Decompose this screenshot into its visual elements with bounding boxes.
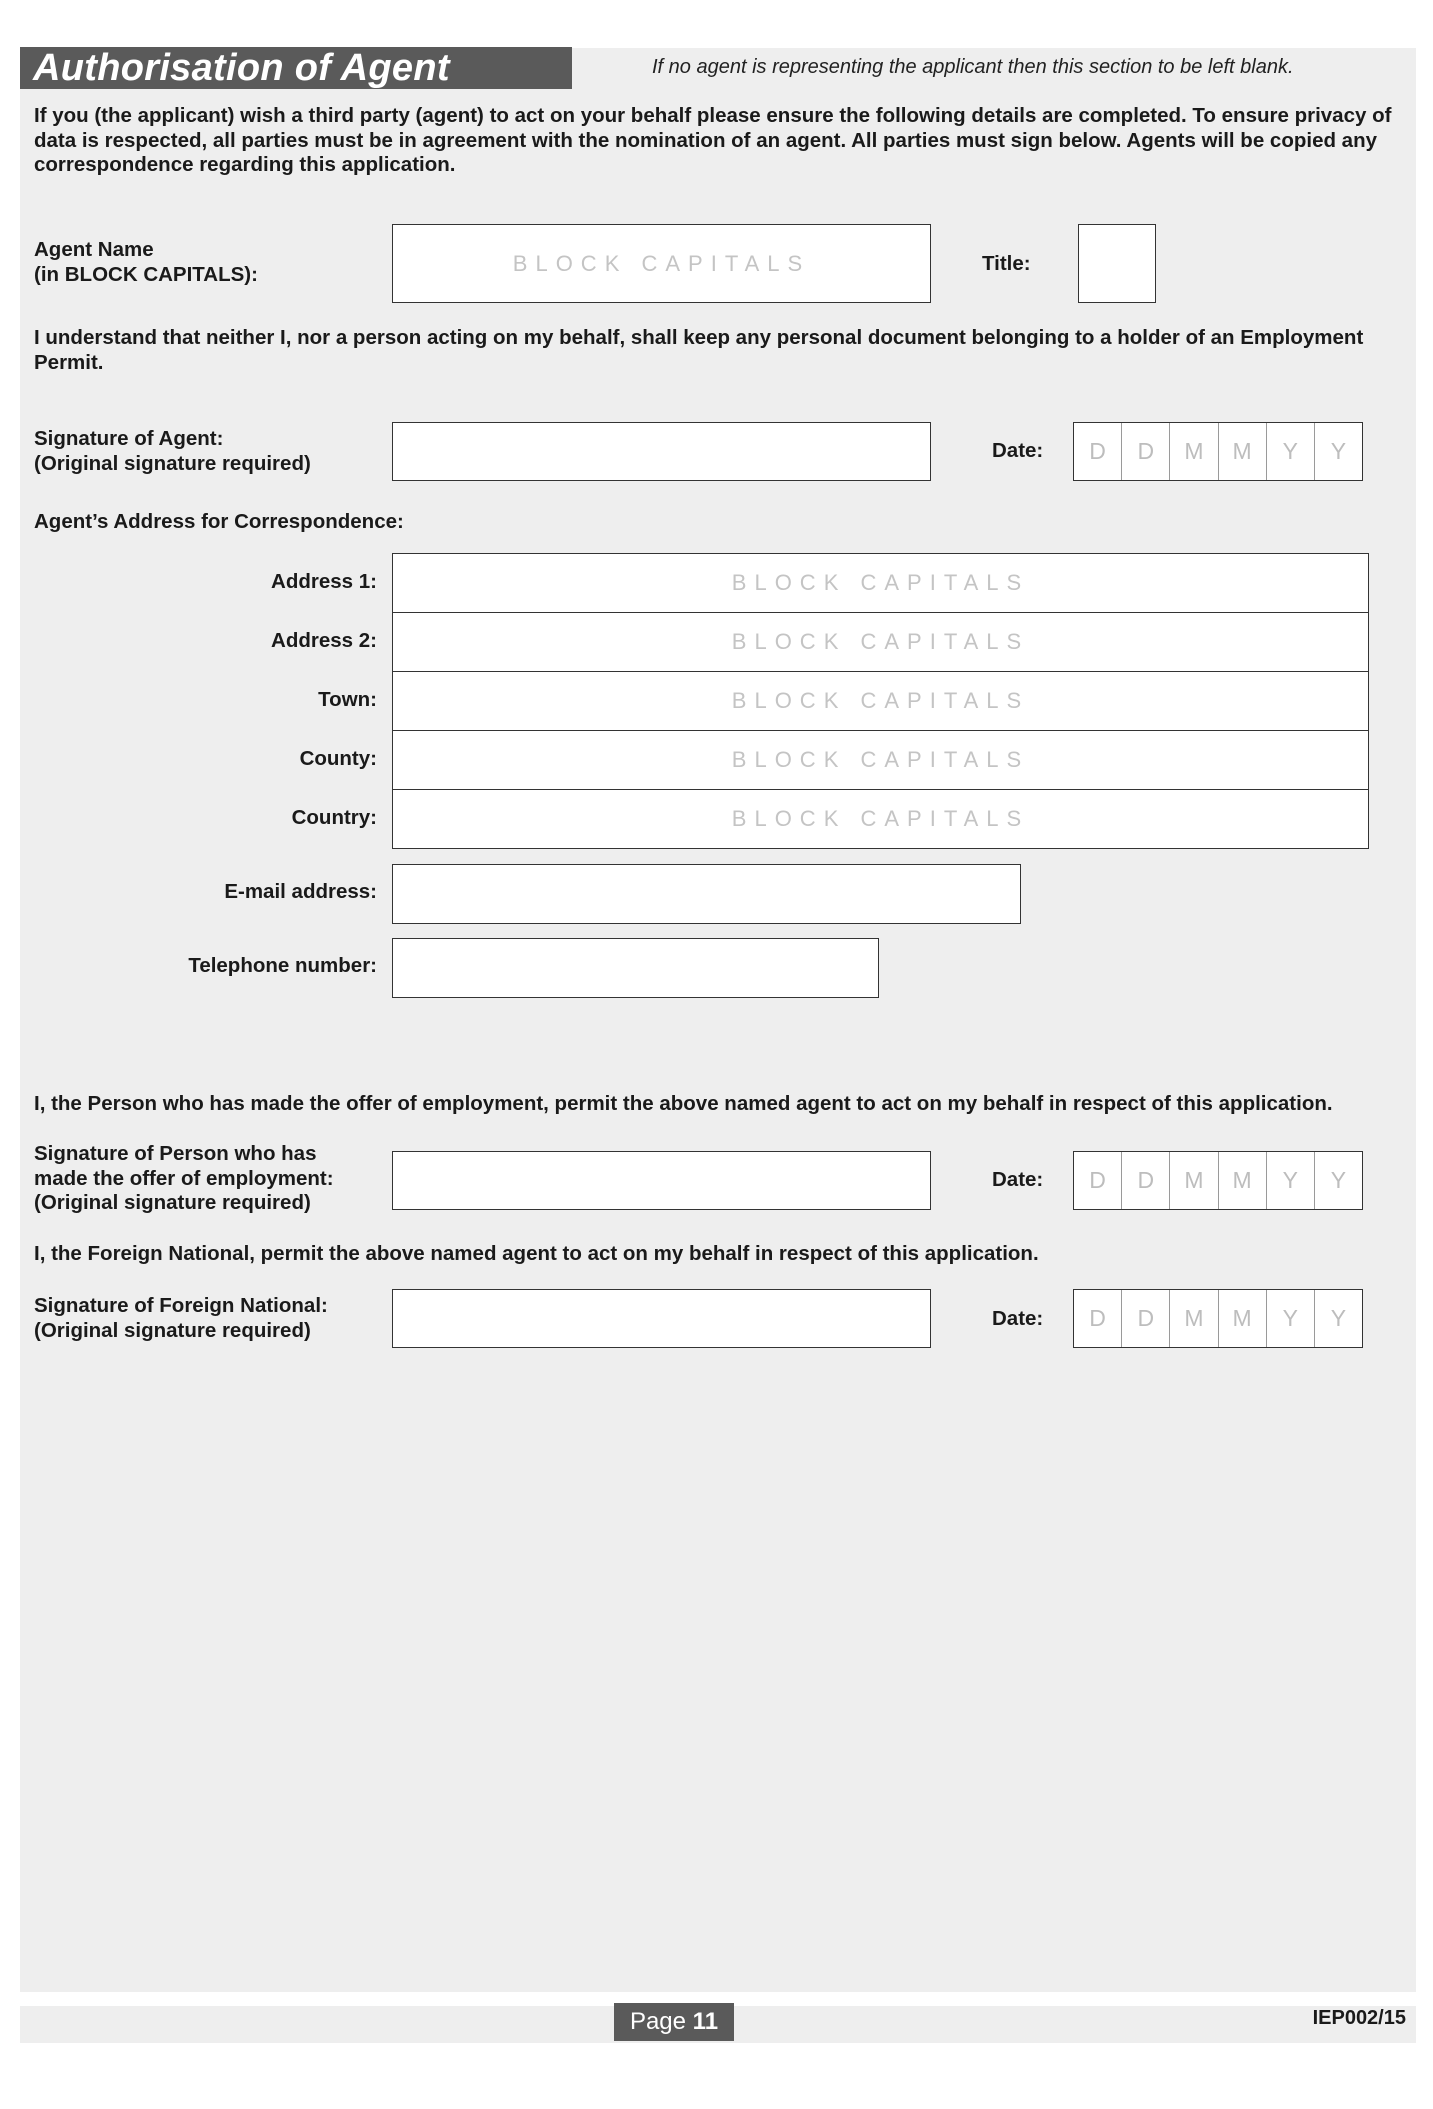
foreign-date-field[interactable]	[1073, 1289, 1363, 1348]
foreign-signature-field[interactable]	[392, 1289, 931, 1348]
employer-signature-label-line3: (Original signature required)	[34, 1191, 311, 1214]
country-field[interactable]	[392, 789, 1369, 849]
date-cell-day[interactable]: D	[1074, 423, 1122, 480]
date-cell-month[interactable]: M	[1219, 423, 1267, 480]
address-heading: Agent’s Address for Correspondence:	[34, 510, 404, 533]
agent-name-placeholder: BLOCK CAPITALS	[512, 250, 811, 276]
date-cell-year[interactable]: Y	[1267, 1290, 1315, 1347]
employer-signature-label	[34, 1142, 334, 1216]
date-cell-year[interactable]: Y	[1330, 1167, 1347, 1193]
form-code: IEP002/15	[1312, 2007, 1406, 2029]
employer-date-field[interactable]	[1073, 1151, 1363, 1210]
employer-date-label: Date:	[992, 1168, 1044, 1191]
agent-name-label-line1: Agent Name	[34, 238, 154, 261]
date-cell-month[interactable]: M	[1170, 1290, 1218, 1347]
agent-name-label	[34, 238, 258, 287]
address-2-field[interactable]	[392, 612, 1369, 672]
address-1-label: Address 1:	[271, 570, 377, 593]
page-number: 11	[692, 2008, 719, 2035]
foreign-signature-label	[34, 1294, 328, 1343]
address-1-placeholder: BLOCK CAPITALS	[731, 570, 1030, 595]
country-label: Country:	[291, 806, 377, 829]
country-placeholder: BLOCK CAPITALS	[731, 806, 1030, 831]
date-cell-year[interactable]: Y	[1330, 438, 1347, 464]
agent-signature-field[interactable]	[392, 422, 931, 481]
address-2-placeholder: BLOCK CAPITALS	[731, 629, 1030, 654]
agent-signature-label-line1: Signature of Agent:	[34, 427, 224, 450]
foreign-signature-label-line1: Signature of Foreign National:	[34, 1294, 328, 1317]
title-label: Title:	[982, 252, 1031, 275]
date-cell-day[interactable]: D	[1074, 1152, 1122, 1209]
address-2-label: Address 2:	[271, 629, 377, 652]
agent-signature-label-line2: (Original signature required)	[34, 451, 311, 475]
employer-signature-label-line2: made the offer of employment:	[34, 1166, 334, 1190]
date-cell-day[interactable]: D	[1122, 1152, 1170, 1209]
page-number-badge	[614, 2003, 734, 2041]
address-1-field[interactable]	[392, 553, 1369, 613]
section-note: If no agent is representing the applicant then this section to be left blank.	[652, 56, 1294, 78]
employer-permission-text: I, the Person who has made the offer of employment, permit the above named agent to act on my behalf in respect of this application.	[34, 1092, 1333, 1115]
date-cell-month[interactable]: M	[1219, 1290, 1267, 1347]
date-cell-year[interactable]: Y	[1267, 1152, 1315, 1209]
agent-name-field[interactable]	[392, 224, 931, 303]
date-cell-day[interactable]: D	[1122, 423, 1170, 480]
employer-signature-label-line1: Signature of Person who has	[34, 1142, 317, 1165]
agent-date-label: Date:	[992, 439, 1044, 462]
county-label: County:	[299, 747, 377, 770]
foreign-date-label: Date:	[992, 1307, 1044, 1330]
date-cell-month[interactable]: M	[1219, 1152, 1267, 1209]
agent-signature-label	[34, 427, 311, 476]
town-field[interactable]	[392, 671, 1369, 731]
county-field[interactable]	[392, 730, 1369, 790]
title-field[interactable]	[1078, 224, 1156, 303]
email-field[interactable]	[392, 864, 1021, 924]
date-cell-year[interactable]: Y	[1330, 1305, 1347, 1331]
date-cell-day[interactable]: D	[1074, 1290, 1122, 1347]
foreign-signature-label-line2: (Original signature required)	[34, 1318, 311, 1342]
town-placeholder: BLOCK CAPITALS	[731, 688, 1030, 713]
intro-text: If you (the applicant) wish a third party (agent) to act on your behalf please ensure the following details are completed. To ensure privacy of data is respected, all parties must be in agreement with the nomination of an agent. All parties must sign below. Agents will be copied any correspondence regarding this application.	[34, 104, 1392, 176]
date-cell-year[interactable]: Y	[1267, 423, 1315, 480]
employer-signature-field[interactable]	[392, 1151, 931, 1210]
telephone-field[interactable]	[392, 938, 879, 998]
declaration-text: I understand that neither I, nor a person acting on my behalf, shall keep any personal document belonging to a holder of an Employment Permit.	[34, 326, 1364, 374]
county-placeholder: BLOCK CAPITALS	[731, 747, 1030, 772]
email-label: E-mail address:	[224, 880, 377, 903]
date-cell-month[interactable]: M	[1170, 423, 1218, 480]
agent-name-label-line2: (in BLOCK CAPITALS):	[34, 262, 258, 286]
section-title: Authorisation of Agent	[20, 47, 572, 89]
telephone-label: Telephone number:	[188, 954, 377, 977]
foreign-permission-text: I, the Foreign National, permit the above named agent to act on my behalf in respect of this application.	[34, 1242, 1039, 1265]
page-word: Page	[629, 2008, 686, 2035]
date-cell-day[interactable]: D	[1122, 1290, 1170, 1347]
date-cell-month[interactable]: M	[1170, 1152, 1218, 1209]
town-label: Town:	[318, 688, 377, 711]
agent-date-field[interactable]	[1073, 422, 1363, 481]
